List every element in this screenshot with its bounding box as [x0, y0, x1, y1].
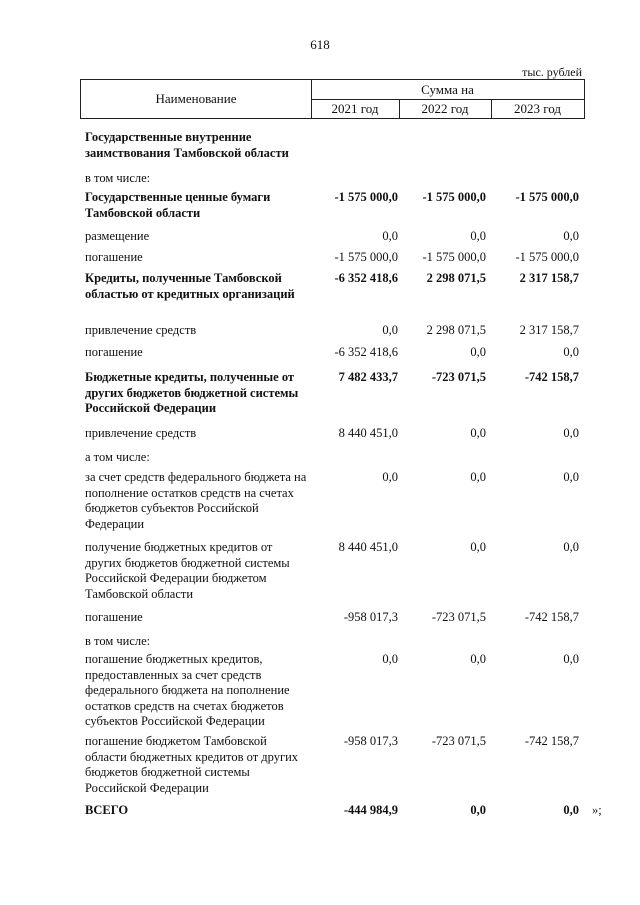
row-label: за счет средств федерального бюджета на пополнение остатков средств на счетах бюджетов субъектов Российской Федерации	[85, 470, 307, 531]
row-value-2: 2 298 071,5	[426, 323, 486, 337]
table-header	[80, 79, 585, 119]
row-value-2: 0,0	[470, 229, 486, 243]
row-value-2: 0,0	[470, 426, 486, 440]
row-value-2: 0,0	[470, 803, 486, 817]
row-value-1: -958 017,3	[343, 610, 398, 624]
row-value-1: 0,0	[382, 323, 398, 337]
header-name-column: Наименование	[81, 80, 312, 118]
units-label: тыс. рублей	[522, 65, 582, 79]
row-label: получение бюджетных кредитов от других бюджетов бюджетной системы Российской Федерации бюджетом Тамбовской области	[85, 540, 290, 601]
row-value-2: -1 575 000,0	[422, 190, 486, 204]
row-label: ВСЕГО	[85, 803, 129, 817]
row-label: размещение	[85, 229, 150, 243]
row-label: а том числе:	[85, 450, 150, 464]
row-value-1: -6 352 418,6	[334, 345, 398, 359]
row-value-3: 2 317 158,7	[519, 323, 579, 337]
row-value-2: -723 071,5	[431, 610, 486, 624]
row-value-3: 0,0	[563, 652, 579, 666]
row-value-2: -1 575 000,0	[422, 250, 486, 264]
row-value-1: 0,0	[382, 470, 398, 484]
row-value-2: 0,0	[470, 540, 486, 554]
page-number: 618	[310, 37, 330, 52]
row-label: Кредиты, полученные Тамбовской областью от кредитных организаций	[85, 271, 295, 301]
row-value-3: 2 317 158,7	[519, 271, 579, 285]
row-label: Государственные ценные бумаги Тамбовской области	[85, 190, 271, 220]
row-value-2: 0,0	[470, 470, 486, 484]
row-value-2: -723 071,5	[431, 370, 486, 384]
header-year-2021: 2021 год	[311, 99, 400, 118]
row-value-3: 0,0	[563, 470, 579, 484]
header-year-2022: 2022 год	[399, 99, 492, 118]
row-value-3: 0,0	[563, 540, 579, 554]
row-value-3: -1 575 000,0	[515, 190, 579, 204]
row-value-1: 7 482 433,7	[338, 370, 398, 384]
row-value-2: 0,0	[470, 652, 486, 666]
row-value-2: 0,0	[470, 345, 486, 359]
row-label: погашение	[85, 250, 143, 264]
row-value-1: 0,0	[382, 652, 398, 666]
row-label: погашение	[85, 610, 143, 624]
header-year-2023: 2023 год	[514, 100, 561, 116]
row-label: погашение	[85, 345, 143, 359]
row-value-3: 0,0	[563, 345, 579, 359]
row-value-1: 8 440 451,0	[338, 426, 398, 440]
row-value-1: -1 575 000,0	[334, 190, 398, 204]
closing-quote: »;	[592, 803, 602, 817]
row-value-3: -742 158,7	[524, 734, 579, 748]
row-value-1: -444 984,9	[343, 803, 398, 817]
row-label: в том числе:	[85, 171, 151, 185]
header-sum-title: Сумма на	[311, 80, 584, 100]
row-value-3: 0,0	[563, 426, 579, 440]
row-label: Бюджетные кредиты, полученные от других бюджетов бюджетной системы Российской Федерации	[85, 370, 299, 415]
row-label: погашение бюджетом Тамбовской области бюджетных кредитов от других бюджетов бюджетной системы Российской Федерации	[85, 734, 299, 795]
row-value-2: 2 298 071,5	[426, 271, 486, 285]
row-value-1: -1 575 000,0	[334, 250, 398, 264]
row-value-3: 0,0	[563, 229, 579, 243]
row-value-2: -723 071,5	[431, 734, 486, 748]
row-value-3: -742 158,7	[524, 610, 579, 624]
row-value-3: -742 158,7	[524, 370, 579, 384]
row-label: Государственные внутренние заимствования Тамбовской области	[85, 130, 289, 160]
row-value-1: -958 017,3	[343, 734, 398, 748]
row-value-1: 8 440 451,0	[338, 540, 398, 554]
row-label: привлечение средств	[85, 323, 197, 337]
row-value-3: 0,0	[563, 803, 579, 817]
row-label: в том числе:	[85, 634, 151, 648]
row-label: погашение бюджетных кредитов, предоставленных за счет средств федерального бюджета на пополнение остатков средств на счетах бюджетов субъектов Российской Федерации	[85, 652, 290, 728]
row-value-3: -1 575 000,0	[515, 250, 579, 264]
row-value-1: 0,0	[382, 229, 398, 243]
row-label: привлечение средств	[85, 426, 197, 440]
row-value-1: -6 352 418,6	[334, 271, 398, 285]
